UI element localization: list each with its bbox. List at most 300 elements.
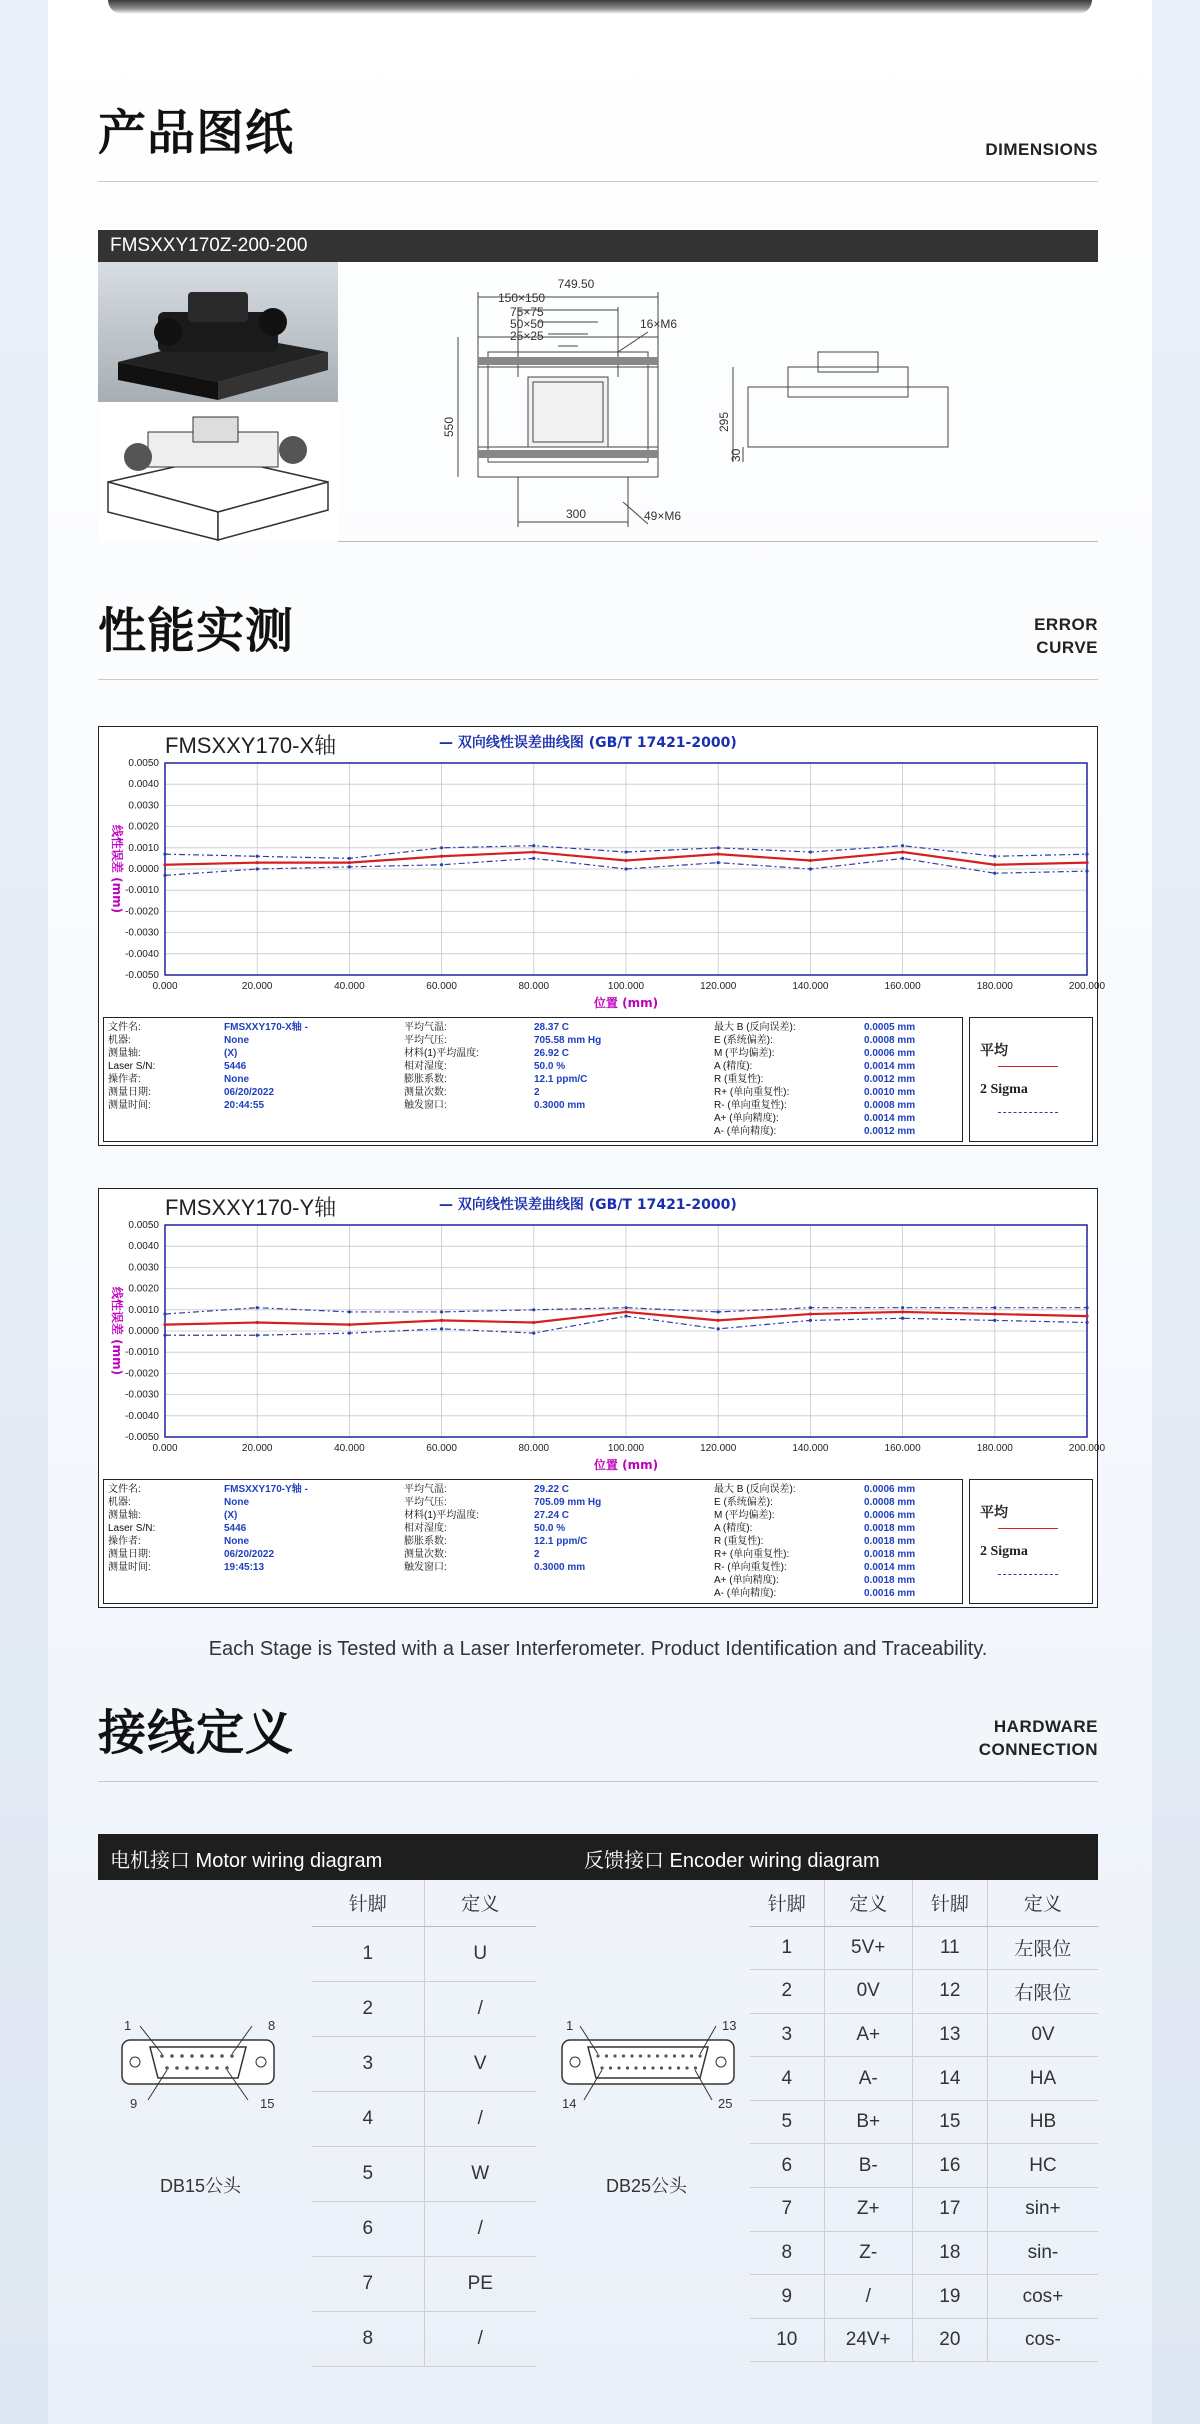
subtitle-line-1: HARDWARE bbox=[993, 1717, 1098, 1736]
table-row bbox=[312, 1981, 536, 2036]
data-point bbox=[809, 859, 812, 862]
product-photo-render bbox=[98, 262, 338, 402]
table-cell: 6 bbox=[312, 2201, 424, 2256]
table-cell: / bbox=[424, 2091, 536, 2146]
y-tick-label: -0.0030 bbox=[125, 927, 159, 939]
legend-sigma-label: 2 Sigma bbox=[980, 1544, 1028, 1559]
table-cell: 左限位 bbox=[987, 1926, 1098, 1970]
x-tick-label: 60.000 bbox=[426, 981, 457, 992]
data-point bbox=[717, 1310, 720, 1313]
x-tick-label: 80.000 bbox=[518, 981, 550, 992]
data-point bbox=[993, 872, 996, 875]
y-tick-label: -0.0020 bbox=[125, 1368, 159, 1380]
table-row bbox=[750, 2144, 1098, 2188]
x-tick-label: 20.000 bbox=[241, 1443, 273, 1454]
data-point bbox=[809, 1306, 812, 1309]
x-tick-label: 80.000 bbox=[518, 1443, 550, 1454]
info-label: R+ (单向重复性): bbox=[714, 1087, 790, 1098]
data-point bbox=[1085, 1315, 1088, 1318]
x-tick-label: 100.000 bbox=[607, 1443, 645, 1454]
subtitle-line-1: ERROR bbox=[1034, 615, 1098, 634]
data-point bbox=[440, 1327, 443, 1330]
section-title: 接线定义 bbox=[98, 1705, 295, 1761]
caption: Each Stage is Tested with a Laser Interferometer. Product Identification and Traceability. bbox=[208, 1638, 988, 1660]
data-point bbox=[624, 867, 627, 870]
data-point bbox=[348, 857, 351, 860]
y-tick-label: 0.0040 bbox=[128, 779, 159, 791]
dim-150: 150×150 bbox=[498, 291, 546, 305]
table-cell: 5 bbox=[312, 2146, 424, 2201]
data-point bbox=[624, 1310, 627, 1313]
table-row bbox=[750, 2057, 1098, 2101]
info-label: 膨胀系数: bbox=[404, 1536, 447, 1547]
measurement-info bbox=[103, 1017, 963, 1142]
dimensions-header bbox=[98, 90, 1098, 182]
motor-header: 电机接口 Motor wiring diagram bbox=[110, 1850, 383, 1872]
data-point bbox=[256, 861, 259, 864]
x-tick-label: 40.000 bbox=[334, 981, 365, 992]
info-value: 5446 bbox=[224, 1523, 247, 1534]
x-tick-label: 160.000 bbox=[884, 1443, 921, 1454]
info-value: 12.1 ppm/C bbox=[534, 1074, 588, 1085]
y-tick-label: 0.0020 bbox=[128, 821, 159, 833]
info-label: 平均气温: bbox=[404, 1022, 447, 1033]
info-label: M (平均偏差): bbox=[714, 1510, 775, 1521]
table-cell: sin- bbox=[987, 2231, 1098, 2275]
info-value: (X) bbox=[224, 1048, 238, 1059]
info-label: 测量日期: bbox=[108, 1087, 151, 1098]
dimension-drawing bbox=[338, 262, 1098, 542]
dim-holes-bottom: 49×M6 bbox=[644, 509, 682, 523]
info-value: None bbox=[224, 1536, 249, 1547]
data-point bbox=[993, 1312, 996, 1315]
table-cell: 11 bbox=[912, 1926, 987, 1970]
wiring-header bbox=[98, 1680, 1098, 1782]
table-cell: sin+ bbox=[987, 2188, 1098, 2232]
table-cell: 24V+ bbox=[824, 2318, 912, 2362]
data-point bbox=[440, 855, 443, 858]
data-point bbox=[901, 1310, 904, 1313]
table-row bbox=[750, 2275, 1098, 2319]
dim-25: 25×25 bbox=[510, 329, 544, 343]
info-label: 平均气压: bbox=[404, 1035, 447, 1046]
info-value: 50.0 % bbox=[534, 1523, 566, 1534]
info-value: 0.0008 mm bbox=[864, 1035, 916, 1046]
table-row bbox=[750, 2318, 1098, 2362]
db25-label: DB25公头 bbox=[606, 2176, 688, 2196]
chart-svg bbox=[99, 727, 1106, 1017]
info-value: 27.24 C bbox=[534, 1510, 570, 1521]
table-cell: 5 bbox=[750, 2100, 824, 2144]
encoder-pin-table bbox=[750, 1880, 1098, 2362]
product-image-shadow bbox=[108, 0, 1092, 14]
table-cell: 17 bbox=[912, 2188, 987, 2232]
data-point bbox=[440, 846, 443, 849]
info-value: 0.0005 mm bbox=[864, 1022, 916, 1033]
chart-title: FMSXXY170-X轴 bbox=[165, 733, 337, 758]
db25-pin-1: 1 bbox=[566, 2018, 574, 2033]
legend-sigma-line bbox=[998, 1574, 1058, 1575]
table-cell: 6 bbox=[750, 2144, 824, 2188]
data-point bbox=[993, 1319, 996, 1322]
data-point bbox=[348, 1310, 351, 1313]
info-value: 0.0006 mm bbox=[864, 1048, 916, 1059]
table-row bbox=[312, 2036, 536, 2091]
y-tick-label: 0.0030 bbox=[128, 1262, 159, 1274]
info-value: 0.0012 mm bbox=[864, 1126, 916, 1137]
info-value: 0.3000 mm bbox=[534, 1100, 586, 1111]
info-value: None bbox=[224, 1035, 249, 1046]
model-bar: FMSXXY170Z-200-200 bbox=[98, 230, 1098, 262]
table-cell: 12 bbox=[912, 1970, 987, 2014]
y-tick-label: -0.0050 bbox=[125, 1432, 159, 1443]
motor-pin-table bbox=[312, 1880, 536, 2367]
y-tick-label: -0.0050 bbox=[125, 970, 159, 981]
info-label: 膨胀系数: bbox=[404, 1074, 447, 1085]
x-tick-label: 180.000 bbox=[976, 1443, 1013, 1454]
table-row bbox=[750, 1970, 1098, 2014]
info-label: 材料(1)平均温度: bbox=[404, 1510, 479, 1521]
info-value: 0.0018 mm bbox=[864, 1575, 916, 1586]
data-point bbox=[809, 1312, 812, 1315]
table-cell: 4 bbox=[312, 2091, 424, 2146]
section-subtitle: DIMENSIONS bbox=[985, 140, 1098, 159]
error-header bbox=[98, 580, 1098, 680]
product-photo-sketch bbox=[98, 402, 338, 542]
legend bbox=[969, 1017, 1093, 1142]
legend-avg-label: 平均 bbox=[980, 1506, 1008, 1521]
data-point bbox=[901, 1317, 904, 1320]
info-label: 文件名: bbox=[108, 1484, 141, 1495]
db25-connector bbox=[558, 2020, 738, 2110]
table-row bbox=[750, 2231, 1098, 2275]
error-chart-x bbox=[98, 726, 1106, 1146]
table-row bbox=[312, 1926, 536, 1981]
chart-subtitle: — 双向线性误差曲线图 (GB/T 17421-2000) bbox=[439, 1197, 737, 1213]
info-label: 最大 B (反向误差): bbox=[714, 1484, 796, 1495]
x-tick-label: 0.000 bbox=[152, 981, 178, 992]
info-value: 0.0014 mm bbox=[864, 1562, 916, 1573]
section-subtitle bbox=[979, 1715, 1098, 1761]
table-cell: 3 bbox=[312, 2036, 424, 2091]
data-point bbox=[1085, 861, 1088, 864]
table-cell: U bbox=[424, 1926, 536, 1981]
info-value: 0.0008 mm bbox=[864, 1497, 916, 1508]
data-point bbox=[809, 867, 812, 870]
info-label: 文件名: bbox=[108, 1022, 141, 1033]
data-point bbox=[256, 1321, 259, 1324]
info-value: (X) bbox=[224, 1510, 238, 1521]
info-value: 26.92 C bbox=[534, 1048, 570, 1059]
info-label: 测量轴: bbox=[108, 1510, 141, 1521]
y-tick-label: 0.0000 bbox=[128, 1326, 159, 1337]
info-value: FMSXXY170-X轴 - bbox=[224, 1022, 308, 1033]
data-point bbox=[993, 855, 996, 858]
info-value: 06/20/2022 bbox=[224, 1087, 275, 1098]
x-tick-label: 60.000 bbox=[426, 1443, 457, 1454]
x-tick-label: 0.000 bbox=[152, 1443, 178, 1454]
section-subtitle bbox=[1034, 613, 1098, 659]
dim-holes-top: 16×M6 bbox=[640, 317, 678, 331]
data-point bbox=[440, 1310, 443, 1313]
db15-pin-15: 15 bbox=[260, 2096, 275, 2111]
table-cell: A+ bbox=[824, 2013, 912, 2057]
info-value: 0.0006 mm bbox=[864, 1484, 916, 1495]
info-value: 0.0010 mm bbox=[864, 1087, 916, 1098]
data-point bbox=[532, 1308, 535, 1311]
table-row bbox=[750, 2013, 1098, 2057]
column-header: 定义 bbox=[424, 1880, 536, 1926]
data-point bbox=[624, 850, 627, 853]
table-cell: 15 bbox=[912, 2100, 987, 2144]
x-axis-label: 位置 (mm) bbox=[593, 996, 659, 1010]
data-point bbox=[163, 1334, 166, 1337]
table-row bbox=[750, 2100, 1098, 2144]
column-header: 定义 bbox=[987, 1880, 1098, 1926]
db25-pin-25: 25 bbox=[718, 2096, 733, 2111]
data-point bbox=[901, 844, 904, 847]
table-cell: 1 bbox=[750, 1926, 824, 1970]
grid bbox=[165, 1225, 1087, 1437]
info-value: 06/20/2022 bbox=[224, 1549, 275, 1560]
table-cell: 3 bbox=[750, 2013, 824, 2057]
chart-subtitle: — 双向线性误差曲线图 (GB/T 17421-2000) bbox=[439, 735, 737, 751]
info-label: E (系统偏差): bbox=[714, 1497, 773, 1508]
table-cell: HA bbox=[987, 2057, 1098, 2101]
table-row bbox=[750, 1926, 1098, 1970]
table-cell: A- bbox=[824, 2057, 912, 2101]
table-cell: 8 bbox=[750, 2231, 824, 2275]
info-value: 0.0014 mm bbox=[864, 1113, 916, 1124]
table-header-row bbox=[750, 1880, 1098, 1926]
data-point bbox=[532, 857, 535, 860]
db25-pin-13: 13 bbox=[722, 2018, 737, 2033]
subtitle-line-2: CONNECTION bbox=[978, 1740, 1098, 1759]
info-label: 触发窗口: bbox=[404, 1100, 447, 1111]
y-axis-label: 线性误差 (mm) bbox=[110, 824, 124, 914]
page bbox=[48, 0, 1152, 2424]
data-point bbox=[163, 874, 166, 877]
info-label: A+ (单向精度): bbox=[714, 1113, 779, 1124]
info-value: 12.1 ppm/C bbox=[534, 1536, 588, 1547]
table-cell: 7 bbox=[312, 2256, 424, 2311]
info-value: 0.0006 mm bbox=[864, 1510, 916, 1521]
section-title: 产品图纸 bbox=[98, 105, 295, 161]
info-value: 0.0014 mm bbox=[864, 1061, 916, 1072]
table-row bbox=[312, 2201, 536, 2256]
info-label: A- (单向精度): bbox=[714, 1126, 777, 1137]
table-cell: 2 bbox=[312, 1981, 424, 2036]
measurement-info bbox=[103, 1479, 963, 1604]
table-cell: 4 bbox=[750, 2057, 824, 2101]
y-tick-label: -0.0040 bbox=[125, 948, 159, 960]
info-value: 0.0012 mm bbox=[864, 1074, 916, 1085]
info-value: 2 bbox=[534, 1549, 540, 1560]
info-value: 0.0018 mm bbox=[864, 1536, 916, 1547]
table-cell: 16 bbox=[912, 2144, 987, 2188]
table-row bbox=[312, 2091, 536, 2146]
data-point bbox=[717, 1319, 720, 1322]
info-label: R- (单向重复性): bbox=[714, 1562, 787, 1573]
table-cell: 右限位 bbox=[987, 1970, 1098, 2014]
dim-side-height: 295 bbox=[717, 411, 731, 432]
column-header: 针脚 bbox=[750, 1880, 824, 1926]
table-header-row bbox=[312, 1880, 536, 1926]
y-tick-label: 0.0010 bbox=[128, 1304, 159, 1316]
dim-side-base: 30 bbox=[729, 448, 743, 462]
info-label: Laser S/N: bbox=[108, 1523, 156, 1534]
data-point bbox=[163, 863, 166, 866]
table-cell: 20 bbox=[912, 2318, 987, 2362]
info-label: 相对湿度: bbox=[404, 1061, 447, 1072]
table-cell: / bbox=[424, 2311, 536, 2366]
data-point bbox=[163, 1323, 166, 1326]
x-tick-label: 120.000 bbox=[700, 981, 737, 992]
info-label: 最大 B (反向误差): bbox=[714, 1022, 796, 1033]
db15-pin-1: 1 bbox=[124, 2018, 132, 2033]
info-value: None bbox=[224, 1074, 249, 1085]
data-point bbox=[1085, 870, 1088, 873]
data-point bbox=[624, 1315, 627, 1318]
encoder-header: 反馈接口 Encoder wiring diagram bbox=[584, 1850, 880, 1872]
info-label: 机器: bbox=[108, 1035, 131, 1046]
info-label: Laser S/N: bbox=[108, 1061, 156, 1072]
y-tick-label: 0.0030 bbox=[128, 800, 159, 812]
x-tick-label: 140.000 bbox=[792, 1443, 829, 1454]
info-value: 0.0018 mm bbox=[864, 1523, 916, 1534]
table-cell: 1 bbox=[312, 1926, 424, 1981]
x-tick-label: 120.000 bbox=[700, 1443, 737, 1454]
table-cell: / bbox=[824, 2275, 912, 2319]
table-cell: / bbox=[424, 2201, 536, 2256]
y-tick-label: -0.0020 bbox=[125, 906, 159, 918]
info-label: A- (单向精度): bbox=[714, 1588, 777, 1599]
data-point bbox=[532, 850, 535, 853]
table-cell: 7 bbox=[750, 2188, 824, 2232]
table-cell: HB bbox=[987, 2100, 1098, 2144]
info-value: 5446 bbox=[224, 1061, 247, 1072]
table-row bbox=[312, 2146, 536, 2201]
legend-avg-label: 平均 bbox=[980, 1044, 1008, 1059]
data-point bbox=[809, 850, 812, 853]
chart-svg bbox=[99, 1189, 1106, 1479]
data-point bbox=[348, 861, 351, 864]
info-value: 20:44:55 bbox=[224, 1100, 265, 1111]
x-axis-label: 位置 (mm) bbox=[593, 1458, 659, 1472]
data-point bbox=[1085, 853, 1088, 856]
wiring-bar bbox=[98, 1834, 1098, 1880]
table-cell: 19 bbox=[912, 2275, 987, 2319]
data-point bbox=[624, 1306, 627, 1309]
info-label: M (平均偏差): bbox=[714, 1048, 775, 1059]
data-point bbox=[348, 1332, 351, 1335]
info-label: 触发窗口: bbox=[404, 1562, 447, 1573]
info-value: 0.0016 mm bbox=[864, 1588, 916, 1599]
info-label: 平均气温: bbox=[404, 1484, 447, 1495]
table-cell: PE bbox=[424, 2256, 536, 2311]
dim-300: 300 bbox=[566, 507, 587, 521]
x-tick-label: 200.000 bbox=[1068, 981, 1106, 992]
info-label: R (重复性): bbox=[714, 1074, 764, 1085]
data-point bbox=[624, 859, 627, 862]
x-tick-label: 200.000 bbox=[1068, 1443, 1106, 1454]
data-point bbox=[901, 850, 904, 853]
info-label: 测量轴: bbox=[108, 1048, 141, 1059]
y-tick-label: 0.0020 bbox=[128, 1283, 159, 1295]
table-cell: 2 bbox=[750, 1970, 824, 2014]
data-point bbox=[440, 1319, 443, 1322]
dim-overall-width: 749.50 bbox=[557, 277, 595, 291]
data-point bbox=[256, 1306, 259, 1309]
error-chart-y bbox=[98, 1188, 1106, 1608]
table-cell: 13 bbox=[912, 2013, 987, 2057]
info-label: R+ (单向重复性): bbox=[714, 1549, 790, 1560]
x-tick-label: 140.000 bbox=[792, 981, 829, 992]
dim-height: 550 bbox=[442, 416, 456, 437]
info-label: 测量次数: bbox=[404, 1087, 447, 1098]
data-point bbox=[256, 855, 259, 858]
column-header: 针脚 bbox=[312, 1880, 424, 1926]
info-value: 705.09 mm Hg bbox=[534, 1497, 602, 1508]
table-cell: 14 bbox=[912, 2057, 987, 2101]
chart-title: FMSXXY170-Y轴 bbox=[165, 1195, 337, 1220]
info-label: E (系统偏差): bbox=[714, 1035, 773, 1046]
drawing-area bbox=[98, 262, 1098, 542]
data-point bbox=[256, 867, 259, 870]
data-point bbox=[532, 1321, 535, 1324]
db15-pin-9: 9 bbox=[130, 2096, 138, 2111]
info-value: 50.0 % bbox=[534, 1061, 566, 1072]
data-point bbox=[717, 846, 720, 849]
db25-pin-14: 14 bbox=[562, 2096, 577, 2111]
product-photos bbox=[98, 262, 338, 542]
data-point bbox=[901, 857, 904, 860]
info-label: 测量日期: bbox=[108, 1549, 151, 1560]
data-point bbox=[717, 1327, 720, 1330]
info-label: 机器: bbox=[108, 1497, 131, 1508]
y-tick-label: -0.0010 bbox=[125, 1347, 159, 1359]
info-value: 0.3000 mm bbox=[534, 1562, 586, 1573]
x-tick-label: 160.000 bbox=[884, 981, 921, 992]
table-cell: HC bbox=[987, 2144, 1098, 2188]
table-cell: cos- bbox=[987, 2318, 1098, 2362]
table-cell: 5V+ bbox=[824, 1926, 912, 1970]
section-title: 性能实测 bbox=[98, 603, 295, 659]
y-tick-label: 0.0050 bbox=[128, 1220, 159, 1231]
subtitle-line-2: CURVE bbox=[1036, 638, 1098, 657]
data-point bbox=[532, 1332, 535, 1335]
table-cell: cos+ bbox=[987, 2275, 1098, 2319]
table-cell: B- bbox=[824, 2144, 912, 2188]
table-cell: W bbox=[424, 2146, 536, 2201]
info-label: 测量时间: bbox=[108, 1100, 151, 1111]
legend-sigma-line bbox=[998, 1112, 1058, 1113]
data-point bbox=[440, 863, 443, 866]
table-cell: V bbox=[424, 2036, 536, 2091]
table-cell: Z+ bbox=[824, 2188, 912, 2232]
data-point bbox=[809, 1319, 812, 1322]
info-value: 705.58 mm Hg bbox=[534, 1035, 602, 1046]
y-tick-label: 0.0040 bbox=[128, 1241, 159, 1253]
info-value: 28.37 C bbox=[534, 1022, 570, 1033]
data-point bbox=[532, 844, 535, 847]
table-cell: Z- bbox=[824, 2231, 912, 2275]
table-cell: 10 bbox=[750, 2318, 824, 2362]
info-label: 测量时间: bbox=[108, 1562, 151, 1573]
db15-label: DB15公头 bbox=[160, 2176, 242, 2196]
info-label: 测量次数: bbox=[404, 1549, 447, 1560]
legend bbox=[969, 1479, 1093, 1604]
